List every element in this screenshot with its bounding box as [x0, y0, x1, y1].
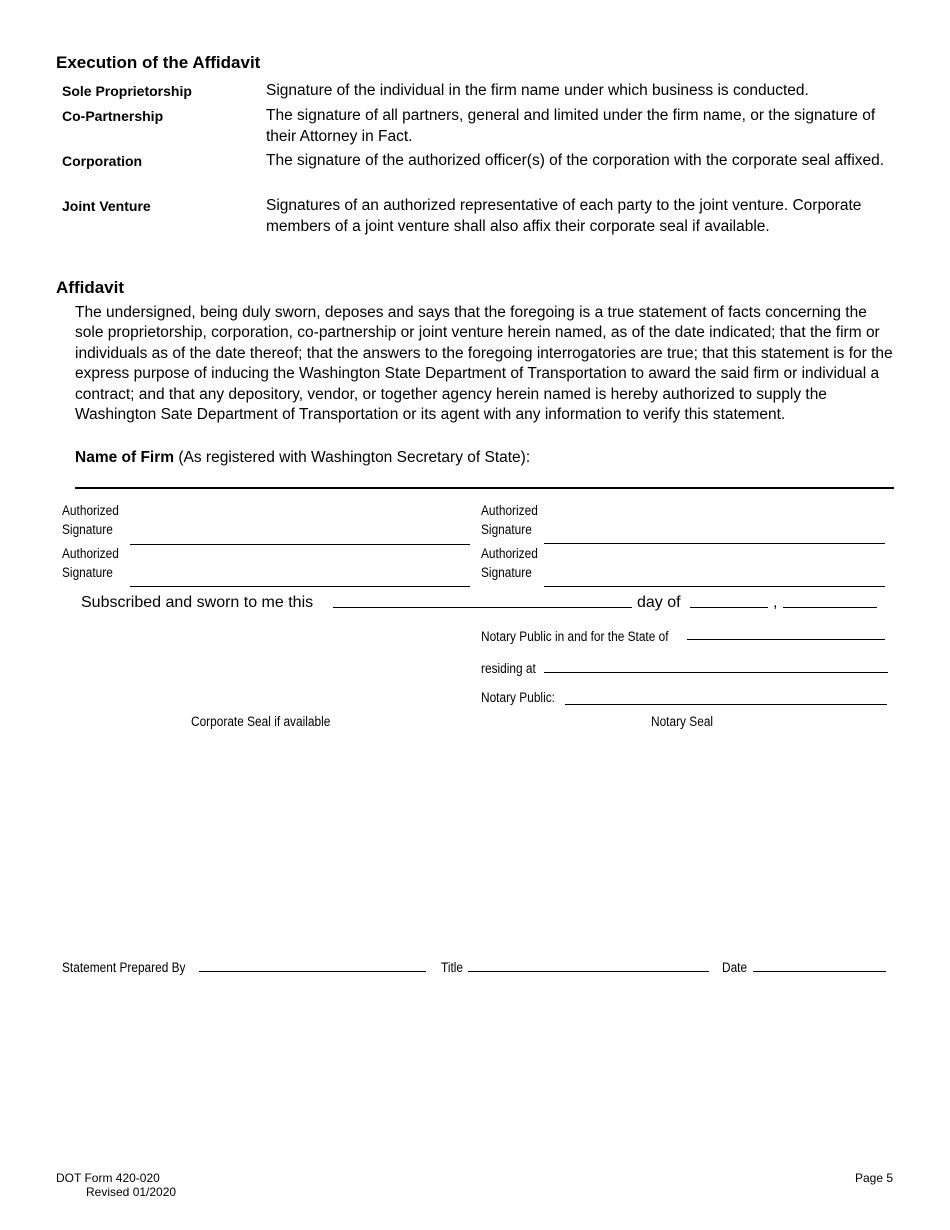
auth-sig-field-3[interactable]: [130, 586, 470, 587]
auth-sig-label-1: Authorized Signature: [62, 503, 119, 537]
term-joint-venture: Joint Venture: [62, 198, 151, 214]
notary-public-field[interactable]: [565, 704, 887, 705]
notary-state-label: Notary Public in and for the State of: [481, 629, 669, 644]
date-field[interactable]: [753, 971, 886, 972]
prepared-by-label: Statement Prepared By: [62, 960, 186, 975]
notary-state-field[interactable]: [687, 639, 885, 640]
firm-name-field[interactable]: [75, 487, 894, 489]
term-co-partnership: Co-Partnership: [62, 108, 164, 124]
term-sole-proprietorship: Sole Proprietorship: [62, 83, 192, 99]
notary-public-label: Notary Public:: [481, 690, 555, 705]
firm-name-label-rest: (As registered with Washington Secretary of State):: [174, 449, 531, 466]
revised-date: Revised 01/2020: [86, 1185, 177, 1199]
execution-heading: Execution of the Affidavit: [56, 53, 261, 72]
page-number: Page 5: [855, 1171, 894, 1185]
residing-label: residing at: [481, 661, 536, 676]
form-number: DOT Form 420-020: [56, 1171, 160, 1185]
firm-name-label: [75, 449, 530, 467]
sworn-comma: ,: [773, 594, 778, 611]
auth-sig-label-2: Authorized Signature: [481, 503, 538, 537]
desc-joint-venture: Signatures of an authorized representative of each party to the joint venture. Corporate members of a joint venture shall also affix their corporate seal if available.: [266, 197, 862, 235]
auth-sig-field-4[interactable]: [544, 586, 885, 587]
sworn-year-field[interactable]: [783, 607, 877, 608]
auth-sig-field-2[interactable]: [544, 543, 885, 544]
affidavit-body: The undersigned, being duly sworn, deposes and says that the foregoing is a true statement of facts concerning the sole proprietorship, corporation, co-partnership or joint venture herein named, as of the date indicated; that the firm or individuals as of the date thereof; that the answers to the foregoing interrogatories are true; that this statement is for the express purpose of inducing the Washington State Department of Transportation to award the said firm or individual a contract; and that any depository, vendor, or together agency herein named is hereby authorized to supply the Washington Sate Department of Transportation or its agent with any information to verify this statement.: [75, 304, 893, 424]
notary-seal-label: Notary Seal: [651, 714, 714, 729]
day-of-label: day of: [637, 594, 681, 611]
term-corporation: Corporation: [62, 153, 143, 169]
auth-sig-field-1[interactable]: [130, 544, 470, 545]
sworn-day-field[interactable]: [333, 607, 632, 608]
desc-co-partnership: The signature of all partners, general and limited under the firm name, or the signature of their Attorney in Fact.: [266, 107, 876, 145]
firm-name-label-bold: Name of Firm: [75, 449, 175, 466]
sworn-label: Subscribed and sworn to me this: [81, 594, 314, 611]
title-field[interactable]: [468, 971, 709, 972]
title-label: Title: [441, 960, 464, 975]
corporate-seal-label: Corporate Seal if available: [191, 714, 331, 729]
residing-field[interactable]: [544, 672, 888, 673]
affidavit-heading: Affidavit: [56, 278, 124, 297]
date-label: Date: [722, 960, 748, 975]
desc-corporation: The signature of the authorized officer(s) of the corporation with the corporate seal affixed.: [266, 152, 885, 169]
prepared-by-field[interactable]: [199, 971, 426, 972]
auth-sig-label-3: Authorized Signature: [62, 546, 119, 580]
desc-sole-proprietorship: Signature of the individual in the firm name under which business is conducted.: [266, 82, 809, 99]
auth-sig-label-4: Authorized Signature: [481, 546, 538, 580]
sworn-month-field[interactable]: [690, 607, 768, 608]
